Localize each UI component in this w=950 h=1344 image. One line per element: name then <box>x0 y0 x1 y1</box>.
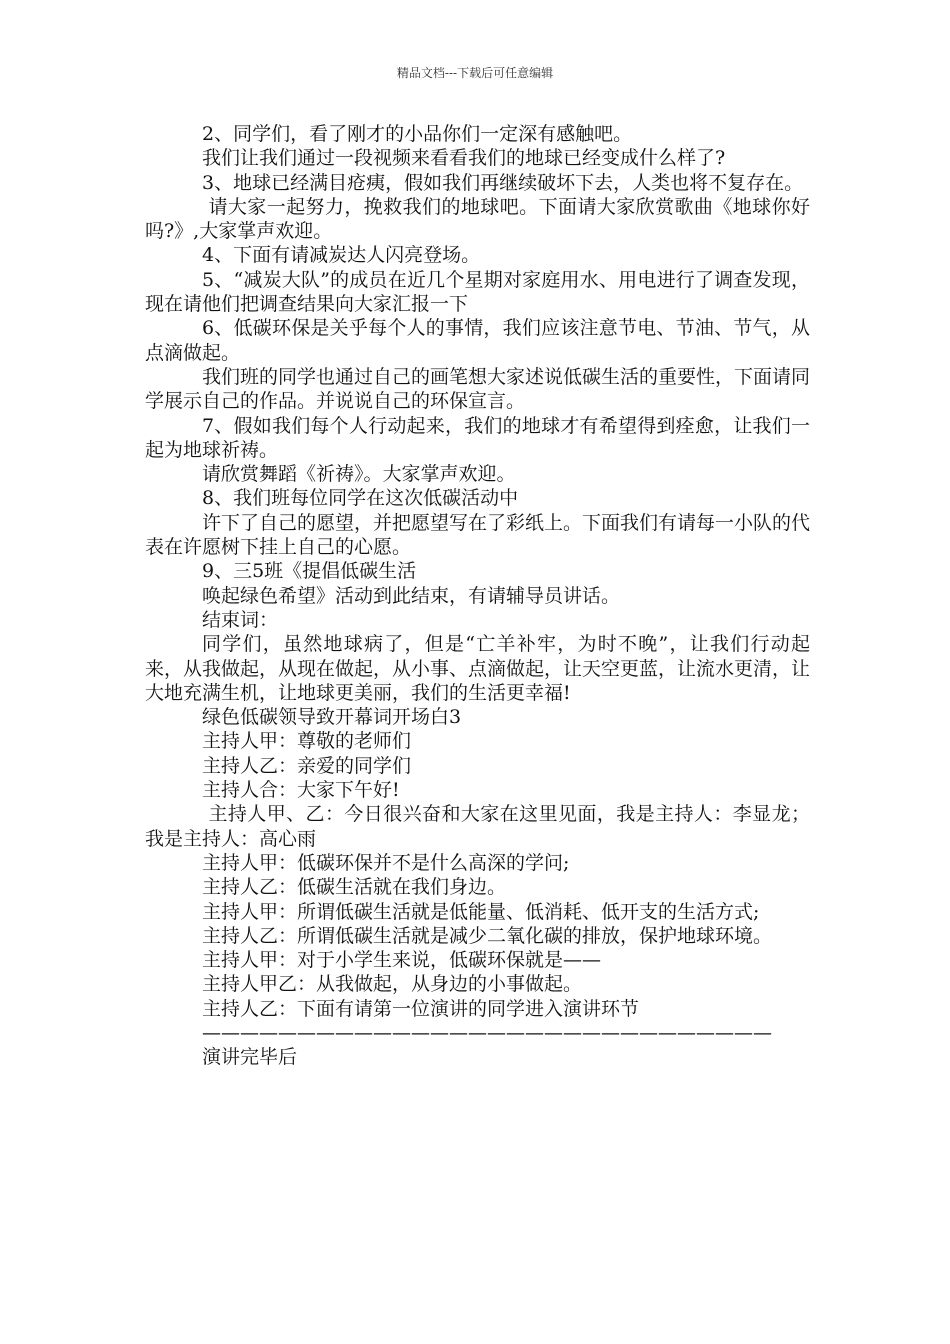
dialogue-line: 主持人合：大家下午好! <box>202 779 400 802</box>
paragraph: 9、三5班《提倡低碳生活 <box>202 560 417 583</box>
dialogue-line: 主持人甲、乙：今日很兴奋和大家在这里见面，我是主持人：李显龙；我是主持人：高心雨 <box>145 803 810 850</box>
dialogue-line: 主持人乙：所谓低碳生活就是减少二氧化碳的排放，保护地球环境。 <box>202 924 773 947</box>
paragraph: 我们让我们通过一段视频来看看我们的地球已经变成什么样了? <box>202 147 726 170</box>
paragraph: 3、地球已经满目疮痍，假如我们再继续破坏下去，人类也将不复存在。 <box>202 171 804 194</box>
paragraph: 唤起绿色希望》活动到此结束，有请辅导员讲话。 <box>202 584 621 607</box>
paragraph: 请欣赏舞蹈《祈祷》。大家掌声欢迎。 <box>202 463 516 486</box>
dialogue-line: 主持人甲：尊敬的老师们 <box>202 730 412 753</box>
dialogue-line: 主持人乙：亲爱的同学们 <box>202 754 412 777</box>
document-body <box>145 122 810 1070</box>
paragraph: 演讲完毕后 <box>202 1046 298 1069</box>
paragraph: 7、假如我们每个人行动起来，我们的地球才有希望得到痊愈，让我们一起为地球祈祷。 <box>145 414 810 461</box>
page-header: 精品文档---下载后可任意编辑 <box>396 66 554 80</box>
paragraph: 2、同学们，看了刚才的小品你们一定深有感触吧。 <box>202 123 633 145</box>
dialogue-line: 主持人甲：所谓低碳生活就是低能量、低消耗、低开支的生活方式; <box>202 900 760 923</box>
section-title: 绿色低碳领导致开幕词开场白3 <box>202 706 462 729</box>
divider-line: —————————————————————————————— <box>202 1021 772 1044</box>
paragraph: 8、我们班每位同学在这次低碳活动中 <box>202 487 519 510</box>
dialogue-line: 主持人甲：低碳环保并不是什么高深的学问; <box>202 851 570 874</box>
paragraph: 5、“减炭大队”的成员在近几个星期对家庭用水、用电进行了调查发现，现在请他们把调查结果向大家汇报一下 <box>145 268 810 316</box>
paragraph: 同学们，虽然地球病了，但是“亡羊补牢，为时不晚”，让我们行动起来，从我做起，从现在做起，从小事、点滴做起，让天空更蓝，让流水更清，让大地充满生机，让地球更美丽，我们的生活更幸福! <box>145 633 811 704</box>
paragraph: 6、低碳环保是关乎每个人的事情，我们应该注意节电、节油、节气，从点滴做起。 <box>145 317 810 364</box>
paragraph: 4、下面有请减炭达人闪亮登场。 <box>202 244 481 267</box>
dialogue-line: 主持人乙：低碳生活就在我们身边。 <box>202 876 507 899</box>
dialogue-line: 主持人乙：下面有请第一位演讲的同学进入演讲环节 <box>202 997 640 1020</box>
paragraph: 结束词： <box>202 608 279 631</box>
dialogue-line: 主持人甲：对于小学生来说，低碳环保就是—— <box>202 949 602 972</box>
paragraph: 许下了自己的愿望，并把愿望写在了彩纸上。下面我们有请每一小队的代表在许愿树下挂上自己的心愿。 <box>145 511 811 559</box>
paragraph: 我们班的同学也通过自己的画笔想大家述说低碳生活的重要性，下面请同学展示自己的作品。并说说自己的环保宣言。 <box>145 365 811 413</box>
paragraph: 请大家一起努力，挽救我们的地球吧。下面请大家欣赏歌曲《地球你好吗?》,大家掌声欢迎。 <box>145 195 810 243</box>
dialogue-line: 主持人甲乙：从我做起，从身边的小事做起。 <box>202 973 583 996</box>
